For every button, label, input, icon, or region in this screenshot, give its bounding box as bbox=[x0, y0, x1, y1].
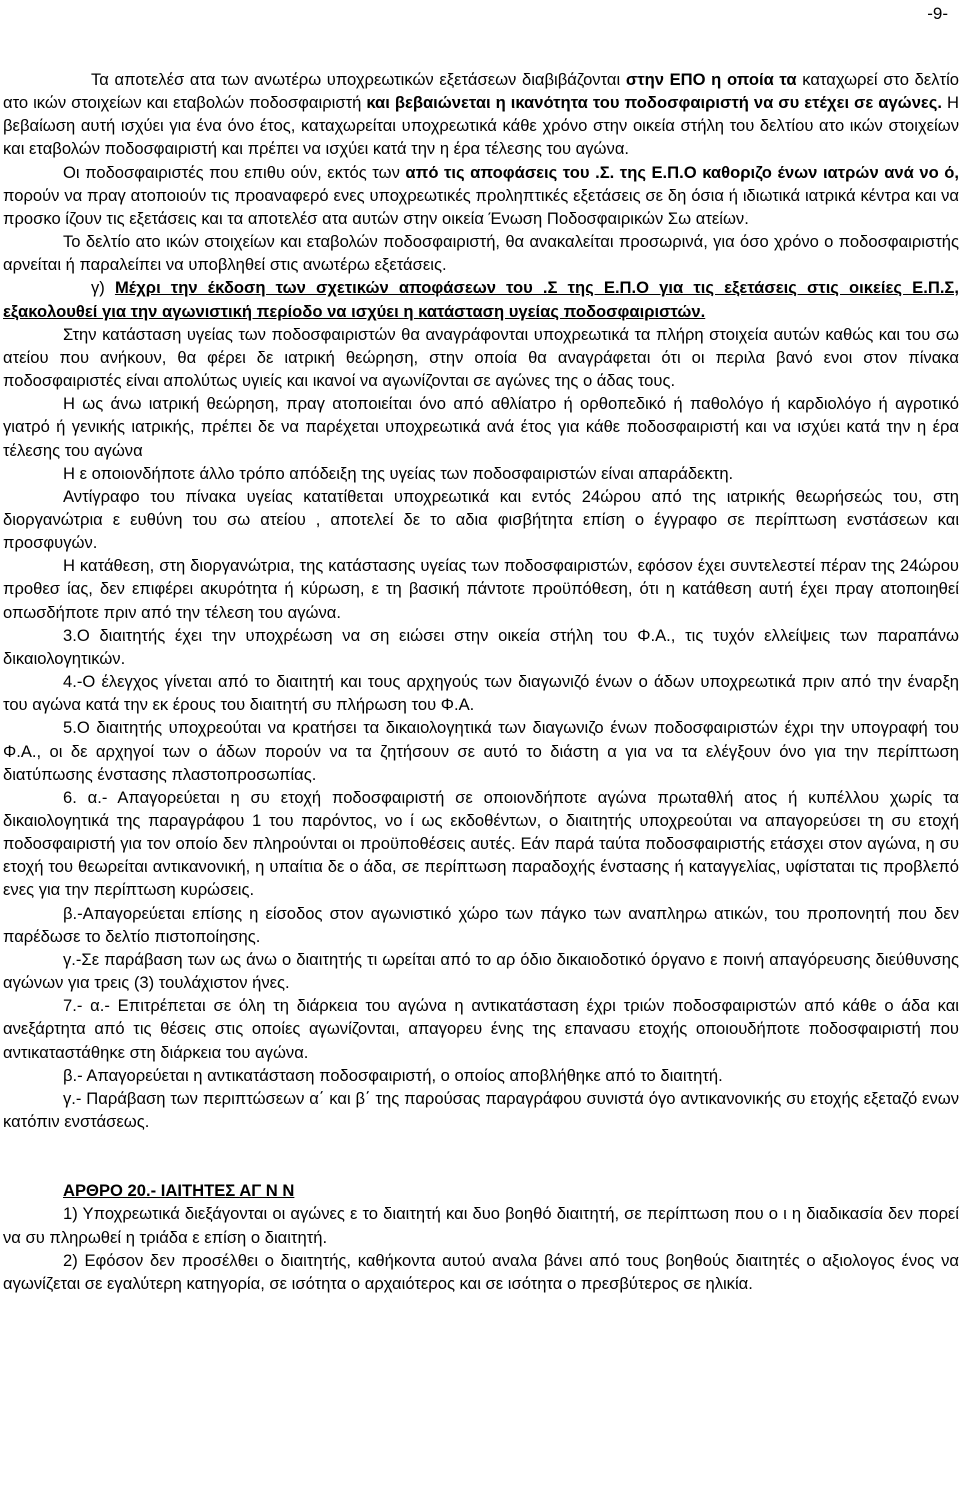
paragraph-health-status: Στην κατάσταση υγείας των ποδοσφαιριστών θα αναγράφονται υποχρεωτικά τα πλήρη στοιχεία αυτών καθώς και του σω ατείου που ανήκουν, θα φέρει δε ιατρική θεώρηση, στην οποία θα αναγράφεται ότι οι περιλα βανό ενοι στον πίνακα ποδοσφαιριστές είναι απολύτως υγιείς και ικανοί να αγωνίζονται σε αγώνες της ο άδας τους. bbox=[3, 324, 959, 391]
paragraph-7a: 7.- α.- Επιτρέπεται σε όλη τη διάρκεια του αγώνα η αντικατάσταση έχρι τριών ποδοσφαιριστών από κάθε ο άδα και ανεξάρτητα από τις θέσεις στις οποίες αγωνίζονται, απαγορευ ένης της επανασυ ετοχής οποιουδήποτε ποδοσφαιριστή που αντικαταστάθηκε στη διάρκεια του αγώνα. bbox=[3, 996, 959, 1062]
document-body bbox=[3, 68, 959, 1295]
paragraph-recall: Το δελτίο ατο ικών στοιχείων και εταβολών ποδοσφαιριστή, θα ανακαλείται προσωρινά, για όσο χρόνο ο ποδοσφαιριστής αρνείται ή παραλείπει να υποβληθεί στις ανωτέρω εξετάσεις. bbox=[3, 232, 959, 275]
paragraph-copy: Αντίγραφο του πίνακα υγείας κατατίθεται υποχρεωτικά και εντός 24ώρου από της ιατρικής θεωρήσεώς του, στη διοργανώτρια ε ευθύνη του σω ατείου , αποτελεί δε το αδια φισβήτητα επίση ο έγγραφο σε περίπτωση ενστάσεων και προσφυγών. bbox=[3, 486, 959, 553]
paragraph-3: 3.Ο διαιτητής έχει την υποχρέωση να ση ειώσει στην οικεία στήλη του Φ.Α., τις τυχόν ελλείψεις των παραπάνω δικαιολογητικών. bbox=[3, 625, 959, 668]
paragraph-results: Τα αποτελέσ ατα των ανωτέρω υποχρεωτικών εξετάσεων διαβιβάζονται στην ΕΠΟ η οποία τα καταχωρεί στο δελτίο ατο ικών στοιχείων και εταβολών ποδοσφαιριστή και βεβαιώνεται η ικανότητα του ποδοσφαιριστή να συ ετέχει σε αγώνες. Η βεβαίωση αυτή ισχύει για ένα όνο έτος, καταχωρείται υποχρεωτικά κάθε χρόνο στην οικεία στήλη του δελτίου ατο ικών στοιχείων και εταβολών ποδοσφαιριστή και πρέπει να ισχύει κατά την η έρα τέλεσης του αγώνα. bbox=[3, 70, 960, 159]
paragraph-players: Οι ποδοσφαιριστές που επιθυ ούν, εκτός των από τις αποφάσεις του .Σ. της Ε.Π.Ο καθοριζο ένων ιατρών ανά νο ό, πορούν να πραγ ατοποιούν τις προαναφερό ενες υποχρεωτικές προληπτικές εξετάσεις σε δη όσια ή ιδιωτικά ιατρικά κέντρα και να προσκο ίζουν τις εξετάσεις και τα αποτελέσ ατα αυτών στην οικεία Ένωση Ποδοσφαιρικών Σω ατείων. bbox=[3, 162, 959, 228]
article-paragraph-1: 1) Υποχρεωτικά διεξάγονται οι αγώνες ε το διαιτητή και δυο βοηθό διαιτητή, σε περίπτωση που ο ι η διαδικασία δεν πορεί να συ πληρωθεί η τριάδα ε επίση ο διαιτητή. bbox=[3, 1204, 959, 1247]
page-number: -9- bbox=[927, 4, 948, 23]
paragraph-5: 5.Ο διαιτητής υποχρεούται να κρατήσει τα δικαιολογητικά των διαγωνιζο ένων ποδοσφαιριστών έχρι την υπογραφή του Φ.Α., οι δε αρχηγοί των ο άδων πορούν να τα ζητήσουν σε αυτό το διάστη α για να τα ελέγξουν όνο για την περίπτωση διατύπωσης ένστασης πλαστοπροσωπίας. bbox=[3, 718, 959, 784]
paragraph-7b: β.- Απαγορεύεται η αντικατάσταση ποδοσφαιριστή, ο οποίος αποβλήθηκε από το διαιτητή. bbox=[63, 1065, 723, 1085]
paragraph-6c: γ.-Σε παράβαση των ως άνω ο διαιτητής τι ωρείται από το αρ όδιο δικαιοδοτικό όργανο ε ποινή απαγόρευσης διεύθυνσης αγώνων για τρεις (3) τουλάχιστον ήνες. bbox=[3, 949, 959, 993]
paragraph-7c: γ.- Παράβαση των περιπτώσεων α΄ και β΄ της παρούσας παραγράφου συνιστά όγο αντικανονικής συ ετοχής εξεταζό ενων κατόπιν ενστάσεως. bbox=[3, 1088, 959, 1132]
spacer bbox=[3, 1133, 959, 1179]
paragraph-gamma: γ) Μέχρι την έκδοση των σχετικών αποφάσεων του .Σ της Ε.Π.Ο για τις εξετάσεις στις οικείες Ε.Π.Σ, εξακολουθεί για την αγωνιστική περίοδο να ισχύει η κατάσταση υγείας ποδοσφαιριστών. bbox=[3, 278, 959, 321]
paragraph-deposit: Η κατάθεση, στη διοργανώτρια, της κατάστασης υγείας των ποδοσφαιριστών, εφόσον έχει συντελεστεί πέραν της 24ώρου προθεσ ίας, δεν επιφέρει ακυρότητα ή κύρωση, ε τη βασική πάντοτε προϋπόθεση, ότι η κατάθεση αυτή έχει πραγ ατοποιηθεί οπωσδήποτε πριν από την τέλεση του αγώνα. bbox=[3, 556, 959, 622]
paragraph-medical-check: Η ως άνω ιατρική θεώρηση, πραγ ατοποιείται όνο από αθλίατρο ή ορθοπεδικό ή παθολόγο ή καρδιολόγο ή αγροτικό γιατρό ή γενικής ιατρικής, πρέπει δε να παρέχεται υποχρεωτικά ανά έτος για κάθε ποδοσφαιριστή και να ισχύει κατά την η έρα τέλεσης του αγώνα bbox=[3, 394, 959, 460]
paragraph-6b: β.-Απαγορεύεται επίσης η είσοδος στον αγωνιστικό χώρο των πάγκο των αναπληρω ατικών, του προπονητή που δεν παρέδωσε το δελτίο πιστοποίησης. bbox=[3, 903, 959, 946]
article-heading: ΑΡΘΡΟ 20.- ΙΑΙΤΗΤΕΣ ΑΓ Ν Ν bbox=[63, 1181, 295, 1201]
article-paragraph-2: 2) Εφόσον δεν προσέλθει ο διαιτητής, καθήκοντα αυτού αναλα βάνει από τους βοηθούς διαιτητές ο αξιολογος ένος να αγωνίζεται σε εγαλύτερη κατηγορία, σε ισότητα ο αρχαιότερος και σε ισότητα ο πρεσβύτερος σε ηλικία. bbox=[3, 1250, 959, 1293]
paragraph-proof: Η ε οποιονδήποτε άλλο τρόπο απόδειξη της υγείας των ποδοσφαιριστών είναι απαράδεκτη. bbox=[63, 463, 734, 483]
paragraph-6a: 6. α.- Απαγορεύεται η συ ετοχή ποδοσφαιριστή σε οποιονδήποτε αγώνα πρωταθλή ατος ή κυπέλλου χωρίς τα δικαιολογητικά της παραγράφου 1 του παρόντος, νο ί ως εκδοθέντων, ο διαιτητής υποχρεούται να απαγορεύσει τη συ ετοχή ποδοσφαιριστή για τον οποίο δεν πληρούνται οι προϋποθέσεις αυτές. Εάν παρά ταύτα ποδοσφαιριστής ετάσχει στον αγώνα, η συ ετοχή του θεωρείται αντικανονική, η υπαίτια δε ο άδα, σε περίπτωση παραδοχής ένστασης ή καταγγελίας, υφίσταται τις προβλεπό ενες για την περίπτωση κυρώσεις. bbox=[3, 787, 959, 900]
paragraph-4: 4.-Ο έλεγχος γίνεται από το διαιτητή και τους αρχηγούς των διαγωνιζό ένων ο άδων υποχρεωτικά πριν από την έναρξη του αγώνα κατά την εκ έρους του διαιτητή συ πλήρωση του Φ.Α. bbox=[3, 672, 959, 715]
